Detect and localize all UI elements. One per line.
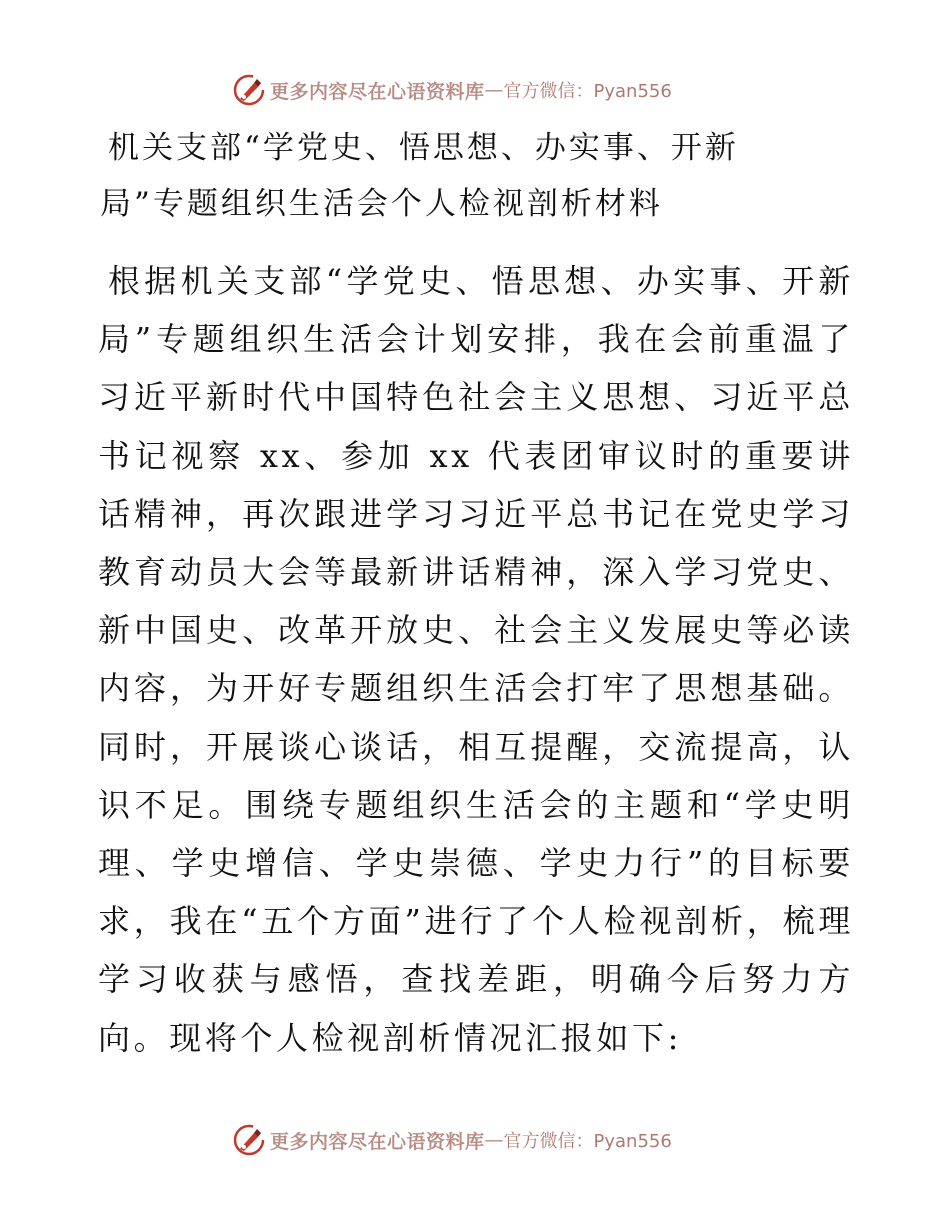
footer-contact-text: 官方微信：Pyan556 xyxy=(503,1131,672,1152)
header-promo-text: 更多内容尽在心语资料库 xyxy=(270,80,485,103)
header-separator: — xyxy=(484,79,504,101)
footer-separator: — xyxy=(484,1129,504,1151)
footer-promo-text: 更多内容尽在心语资料库 xyxy=(270,1130,485,1153)
footer-banner xyxy=(232,1120,672,1160)
pen-nib-logo-icon xyxy=(232,1123,266,1157)
document-paragraph: 根据机关支部“学党史、悟思想、办实事、开新局”专题组织生活会计划安排，我在会前重温了习近平新时代中国特色社会主义思想、习近平总书记视察 xx、参加 xx 代表团审议时的重要讲话精神，再次跟进学习习近平总书记在党史学习教育动员大会等最新讲话精神，深入学习党史、新中国史、改革开放史、社会主义发展史等必读内容，为开好专题组织生活会打牢了思想基础。同时，开展谈心谈话，相互提醒，交流提高，认识不足。围绕专题组织生活会的主题和“学史明理、学史增信、学史崇德、学史力行”的目标要求，我在“五个方面”进行了个人检视剖析，梳理学习收获与感悟，查找差距，明确今后努力方向。现将个人检视剖析情况汇报如下: xyxy=(98,262,854,1057)
header-banner xyxy=(232,70,672,110)
header-contact-text: 官方微信：Pyan556 xyxy=(503,81,672,102)
pen-nib-logo-icon xyxy=(232,73,266,107)
document-title: 机关支部“学党史、悟思想、办实事、开新局”专题组织生活会个人检视剖析材料 xyxy=(100,130,739,222)
